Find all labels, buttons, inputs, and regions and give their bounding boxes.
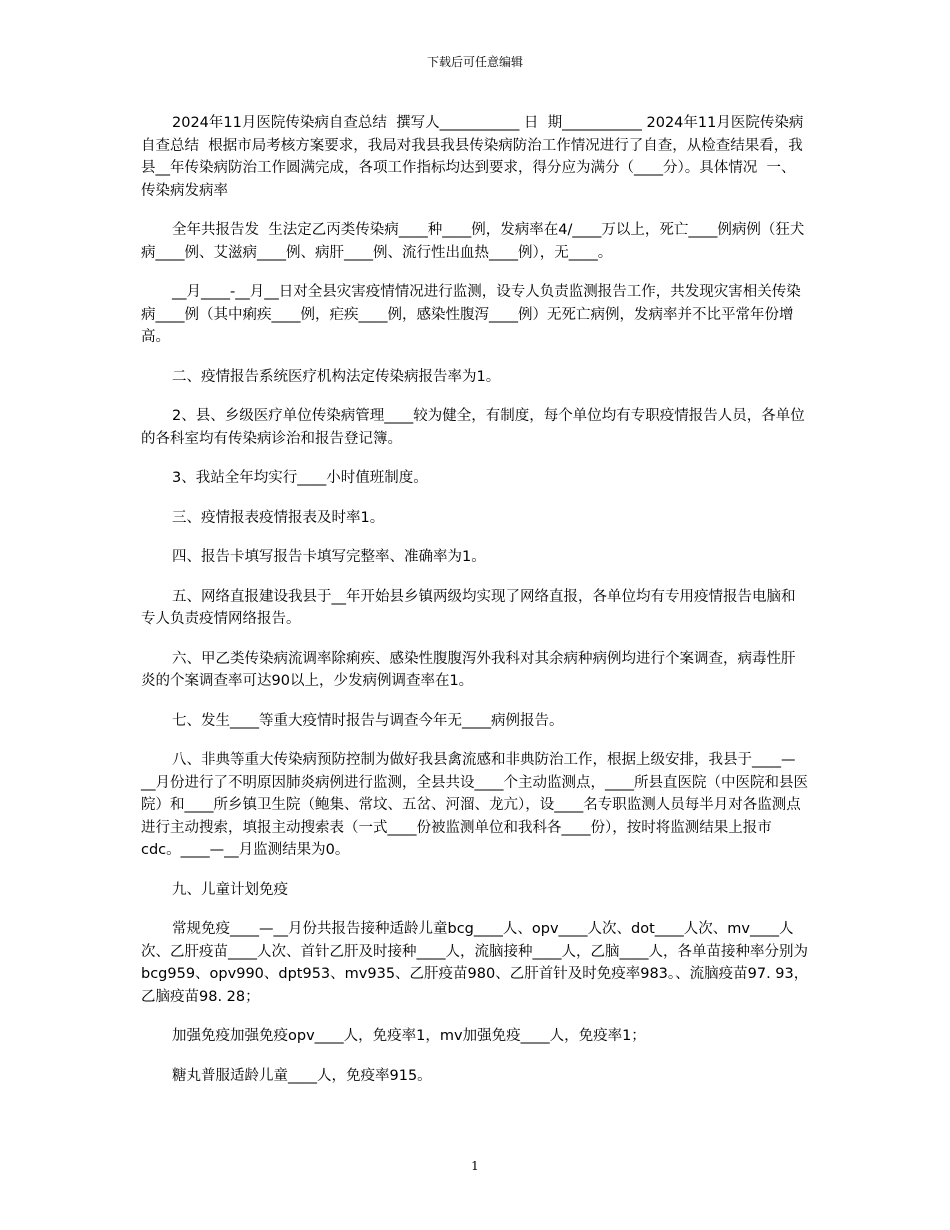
paragraph-sugar-pill: 糖丸普服适龄儿童____人，免疫率915。	[172, 1067, 432, 1084]
paragraph-section-9: 九、儿童计划免疫	[172, 881, 288, 898]
paragraph-section-4: 四、报告卡填写报告卡填写完整率、准确率为1。	[172, 549, 486, 565]
paragraph-management: 2、县、乡级医疗单位传染病管理____较为健全，有制度，每个单位均有专职疫情报告人员，各单位的各科室均有传染病诊治和报告登记簿。	[141, 408, 805, 447]
paragraph-booster-immunization: 加强免疫加强免疫opv____人，免疫率1，mv加强免疫____人，免疫率1；	[172, 1028, 646, 1044]
paragraph-section-2: 二、疫情报告系统医疗机构法定传染病报告率为1。	[172, 368, 501, 385]
page-number: 1	[471, 1159, 479, 1173]
paragraph-routine-immunization: 常规免疫____—__月份共报告接种适龄儿童bcg____人、opv____人次、dot____人次、mv____人次、乙肝疫苗____人次、首针乙肝及时接种____人，流脑接种____人，乙脑____人，各单苗接种率分别为bcg959、opv990、dpt953、mv935、乙肝疫苗980、乙肝首针及时免疫率983。、流脑疫苗97. 93，乙脑疫苗98. 28；	[141, 921, 809, 1005]
document-body	[141, 112, 809, 1104]
paragraph-incidence: 全年共报告发 生法定乙丙类传染病____种____例，发病率在4/____万以上，死亡____例病例（狂犬病____例、艾滋病____例、病肝____例、流行性出血热____例），无____。	[141, 222, 805, 261]
page-header: 下载后可任意编辑	[426, 55, 523, 69]
paragraph-section-3: 三、疫情报表疫情报表及时率1。	[172, 509, 385, 526]
paragraph-section-8: 八、非典等重大传染病预防控制为做好我县禽流感和非典防治工作，根据上级安排，我县于____—__月份进行了不明原因肺炎病例进行监测，全县共设____个主动监测点，____所县直医院（中医院和县医院）和____所乡镇卫生院（鲍集、常坟、五岔、河溜、龙亢），设____名专职监测人员每半月对各监测点进行主动搜索，填报主动搜索表（一式____份被监测单位和我科各____份），按时将监测结果上报市cdc。____—__月监测结果为0。	[141, 752, 808, 858]
paragraph-section-6: 六、甲乙类传染病流调率除痢疾、感染性腹腹泻外我科对其余病种病例均进行个案调查，病毒性肝炎的个案调查率可达90以上，少发病例调查率在1。	[141, 650, 796, 689]
paragraph-section-7: 七、发生____等重大疫情时报告与调查今年无____病例报告。	[172, 712, 564, 729]
paragraph-duty: 3、我站全年均实行____小时值班制度。	[172, 470, 428, 486]
paragraph-section-5: 五、网络直报建设我县于__年开始县乡镇两级均实现了网络直报，各单位均有专用疫情报告电脑和专人负责疫情网络报告。	[141, 588, 796, 627]
paragraph-disaster-monitoring: __月____-__月__日对全县灾害疫情情况进行监测，设专人负责监测报告工作，共发现灾害相关传染病____例（其中痢疾____例，疟疾____例，感染性腹泻____例）无死亡病例，发病率并不比平常年份增高。	[141, 284, 801, 345]
paragraph-intro: 2024年11月医院传染病自查总结 撰写人___________ 日 期___________ 2024年11月医院传染病自查总结 根据市局考核方案要求，我局对我县我县传染病防治工作情况进行了自查，从检查结果看，我县__年传染病防治工作圆满完成，各项工作指标均达到要求，得分应为满分（____分）。具体情况 一、传染病发病率	[141, 115, 804, 199]
